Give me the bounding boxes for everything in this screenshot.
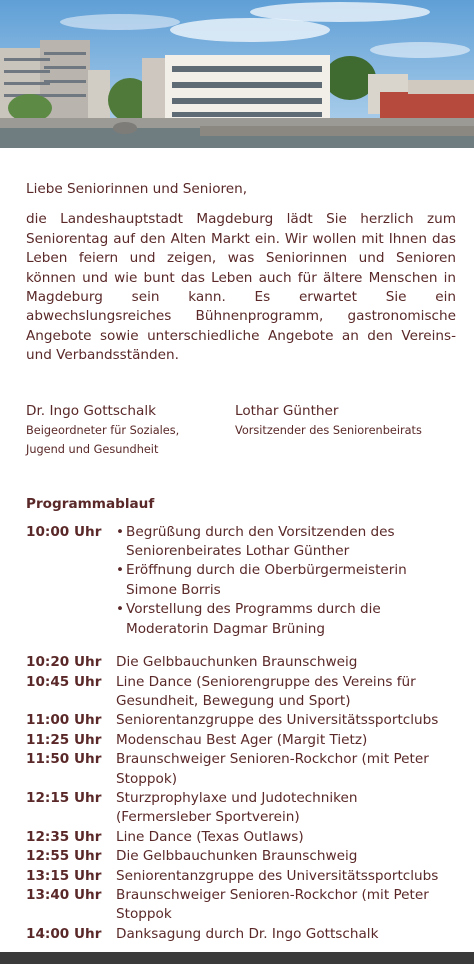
signature-2 [235, 402, 444, 459]
program-time: 10:20 Uhr [26, 654, 102, 671]
program-description: Die Gelbbauchunken Braunschweig [116, 654, 358, 671]
program-list [26, 523, 456, 945]
program-description: Braunschweiger Senioren-Rockchor (mit Peter Stoppok [116, 886, 429, 923]
program-row [26, 653, 456, 672]
program-time: 13:40 Uhr [26, 886, 102, 903]
program-row [26, 828, 456, 847]
program-row [26, 750, 456, 789]
list-item: • Eröffnung durch die Oberbürgermeisterin Simone Borris [116, 561, 456, 600]
program-time: 11:00 Uhr [26, 712, 102, 729]
program-row [26, 867, 456, 886]
signature-role: Vorsitzender des Seniorenbeirats [235, 423, 422, 437]
program-time: 10:00 Uhr [26, 523, 102, 540]
program-time: 12:55 Uhr [26, 848, 102, 865]
program-description: Danksagung durch Dr. Ingo Gottschalk [116, 925, 379, 942]
program-row [26, 925, 456, 944]
opening-bullets [116, 523, 456, 639]
program-description [116, 523, 456, 639]
program-description: Line Dance (Seniorengruppe des Vereins für Gesundheit, Bewegung und Sport) [116, 673, 416, 709]
letter-content [26, 180, 456, 944]
program-row [26, 711, 456, 730]
program-time: 13:15 Uhr [26, 867, 102, 884]
program-time: 12:15 Uhr [26, 789, 102, 806]
program-description: Braunschweiger Senioren-Rockchor (mit Peter Stoppok) [116, 751, 429, 787]
program-time: 14:00 Uhr [26, 925, 102, 942]
signature-name: Dr. Ingo Gottschalk [26, 402, 157, 419]
program-description: Sturzprophylaxe und Judotechniken (Fermersleber Sportverein) [116, 789, 358, 826]
greeting: Liebe Seniorinnen und Senioren, [26, 181, 248, 197]
program-time: 11:50 Uhr [26, 751, 102, 768]
program-description: Seniorentanzgruppe des Universitätssportclubs [116, 867, 439, 884]
city-skyline-image [0, 0, 474, 148]
program-description: Die Gelbbauchunken Braunschweig [116, 848, 358, 865]
list-item: • Vorstellung des Programms durch die Moderatorin Dagmar Brüning [116, 600, 456, 639]
program-row [26, 847, 456, 866]
signature-1 [26, 402, 235, 459]
program-description: Modenschau Best Ager (Margit Tietz) [116, 731, 368, 748]
program-time: 12:35 Uhr [26, 828, 102, 845]
program-row [26, 523, 456, 639]
signature-role: Beigeordneter für Soziales, Jugend und Gesundheit [26, 423, 180, 456]
program-description: Line Dance (Texas Outlaws) [116, 828, 304, 845]
program-time: 11:25 Uhr [26, 731, 102, 748]
signatures [26, 402, 456, 459]
signature-name: Lothar Günther [235, 402, 339, 419]
program-row [26, 789, 456, 828]
program-description: Seniorentanzgruppe des Universitätssportclubs [116, 712, 439, 729]
hero-photo [0, 0, 474, 148]
program-time: 10:45 Uhr [26, 673, 102, 690]
program-row [26, 731, 456, 750]
program-title: Programmablauf [26, 495, 155, 512]
program-row [26, 673, 456, 712]
program-slots [26, 653, 456, 944]
list-item: • Begrüßung durch den Vorsitzenden des Seniorenbeirates Lothar Günther [116, 523, 456, 562]
program-row [26, 886, 456, 925]
intro-paragraph: die Landeshauptstadt Magdeburg lädt Sie herzlich zum Seniorentag auf den Alten Markt ein. Wir wollen mit Ihnen das Leben feiern und zeigen, was Seniorinnen und Senioren können und wie bunt das Leben auch für ältere Menschen in Magdeburg sein kann. Es erwartet Sie ein abwechslungsreiches Bühnenprogramm, gastronomische Angebote sowie unterschiedliche Angebote an den Vereins- und Verbandsständen. [26, 211, 456, 364]
